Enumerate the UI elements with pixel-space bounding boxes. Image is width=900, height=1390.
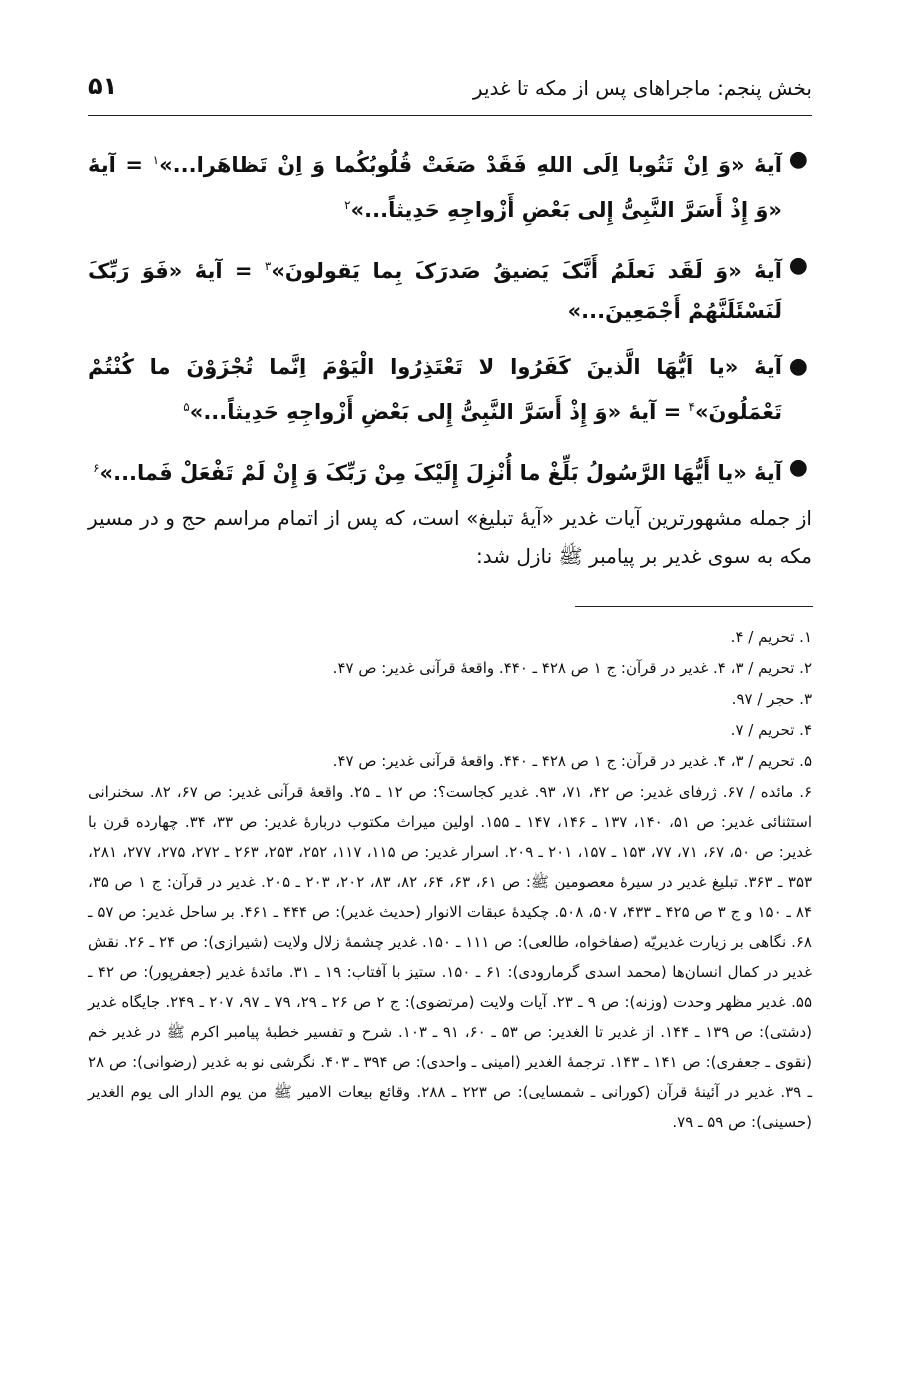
footnote-ref: ۱ — [152, 153, 160, 167]
verse-text: آیهٔ «وَ اِنْ تَتُوبا اِلَی اللهِ فَقَدْ صَغَتْ قُلُوبُکُما وَ اِنْ تَظاهَرا...» — [159, 153, 782, 177]
verse-item — [88, 246, 812, 331]
bullet-icon: ● — [788, 354, 808, 379]
footnote-ref: ۶ — [93, 461, 100, 475]
footnote-item: ۵. تحریم / ۳، ۴. غدیر در قرآن: ج ۱ ص ۴۲۸ ـ ۴۴۰. واقعهٔ قرآنی غدیر: ص ۴۷. — [332, 752, 812, 770]
footnote-ref: ۵ — [183, 400, 190, 414]
footnote-ref: ۲ — [344, 198, 351, 212]
footnote-item: ۶. مائده / ۶۷. ژرفای غدیر: ص ۴۲، ۷۱، ۹۳. غدیر کجاست؟: ص ۱۲ ـ ۲۵. واقعهٔ قرآنی غدیر: ص ۶۷، ۸۲. سخنرانی استثنائی غدیر: ص ۵۱، ۱۴۰، ۱۳۷ ـ ۱۴۶، ۱۴۷ ـ ۱۵۵. اولین میراث مکتوب دربارهٔ غدیر: ص ۳۳، ۳۴. چهارده قرن با غدیر: ص ۵۰، ۶۷، ۷۱، ۷۷، ۱۵۳ ـ ۱۵۷، ۲۰۱ ـ ۲۰۹. اسرار غدیر: ص ۱۱۵، ۱۱۷، ۲۵۲، ۲۵۳، ۲۶۳ ـ ۲۷۲، ۲۷۵، ۲۷۷، ۲۸۱، ۳۵۳ ـ ۳۶۳. تبلیغ غدیر در سیرهٔ معصومین ﷺ: ص ۶۱، ۶۳، ۶۴، ۸۲، ۸۳، ۲۰۲، ۲۰۳ ـ ۲۰۵. غدیر در قرآن: ج ۱ ص ۳۵، ۸۴ ـ ۱۵۰ و ج ۳ ص ۴۲۵ ـ ۴۳۳، ۵۰۷، ۵۰۸. چکیدهٔ عبقات الانوار (حدیث غدیر): ص ۴۴۴ ـ ۴۶۱. بر ساحل غدیر: ص ۵۷ ـ ۶۸. نگاهی بر زیارت غدیریّه (صفاخواه، طالعی): ص ۱۱۱ ـ ۱۵۰. غدیر چشمهٔ زلال ولایت (شیرازی): ص ۲۴ ـ ۲۶. نقش غدیر در کمال انسان‌ها (محمد اسدی گرمارودی): ۶۱ ـ ۱۵۰. ستیز با آفتاب: ۱۹ ـ ۳۱. مائدهٔ غدیر (جعفرپور): ص ۴۲ ـ ۵۵. غدیر مظهر وحدت (وزنه): ص ۹ ـ ۲۳. آیات ولایت (مرتضوی): ج ۲ ص ۲۶ ـ ۲۹، ۷۹ ـ ۹۷، ۲۰۷ ـ ۲۴۹. جایگاه غدیر (دشتی): ص ۱۳۹ ـ ۱۴۴. از غدیر تا الغدیر: ص ۵۳ ـ ۶۰، ۹۱ ـ ۱۰۳. شرح و تفسیر خطبهٔ پیامبر اکرم ﷺ در غدیر خم (نقوی ـ جعفری): ص ۱۴۱ ـ ۱۴۳. ترجمهٔ الغدیر (امینی ـ واحدی): ص ۳۹۴ ـ ۴۰۳. نگرشی نو به غدیر (رضوانی): ص ۲۸ ـ ۳۹. غدیر در آئینهٔ قرآن (کورانی ـ شمسایی): ص ۲۲۳ ـ ۲۸۸. وقائع بیعات الامیر ﷺ من یوم الدار الی یوم الغدیر (حسینی): ص ۵۹ ـ ۷۹. — [88, 783, 813, 1131]
footnote-divider — [575, 606, 813, 607]
main-content — [88, 140, 812, 595]
verse-text: آیهٔ «یا اَیُّهَا الَّذینَ کَفَرُوا لا تَعْتَذِرُوا الْیَوْمَ اِنَّما تُجْزَوْنَ ما کُنْتُمْ تَعْمَلُونَ» — [88, 355, 782, 424]
footnote-ref: ۴ — [688, 400, 695, 414]
footnotes — [88, 622, 812, 1138]
bullet-icon: ● — [788, 253, 808, 278]
page-number: ۵۱ — [88, 72, 118, 100]
body-paragraph: از جمله مشهورترین آیات غدیر «آیهٔ تبلیغ» است، که پس از اتمام مراسم حج و در مسیر مکه به سوی غدیر بر پیامبر ﷺ نازل شد: — [88, 506, 812, 568]
bullet-icon: ● — [788, 147, 808, 172]
verse-text: = آیهٔ «فَوَ رَبِّکَ لَنَسْئَلَنَّهُمْ أَجْمَعِینَ...» — [88, 259, 782, 323]
verse-item — [88, 140, 812, 230]
verse-text: آیهٔ «یا أَیُّهَا الرَّسُولُ بَلِّغْ ما أُنْزِلَ إِلَیْکَ مِنْ رَبِّکَ وَ إِنْ لَمْ تَفْعَلْ فَما...» — [99, 461, 782, 485]
chapter-title: بخش پنجم: ماجراهای پس از مکه تا غدیر — [472, 76, 812, 100]
footnote-item: ۱. تحریم / ۴. — [730, 628, 812, 646]
verse-text: = آیهٔ «وَ إِذْ أَسَرَّ النَّبِیُّ إِلی بَعْضِ أَزْواجِهِ حَدِیثاً...» — [189, 400, 689, 424]
footnote-ref: ۳ — [264, 259, 272, 273]
footnote-item: ۳. حجر / ۹۷. — [731, 690, 812, 708]
header-divider — [88, 115, 812, 116]
verse-item — [88, 448, 812, 493]
verse-text: آیهٔ «وَ لَقَد نَعلَمُ أَنَّکَ یَضیقُ صَدرَکَ بِما یَقولونَ» — [271, 259, 782, 283]
footnote-item: ۲. تحریم / ۳، ۴. غدیر در قرآن: ج ۱ ص ۴۲۸ ـ ۴۴۰. واقعهٔ قرآنی غدیر: ص ۴۷. — [332, 659, 812, 677]
footnote-item: ۴. تحریم / ۷. — [730, 721, 812, 739]
page-header — [88, 72, 812, 112]
bullet-icon: ● — [788, 455, 808, 480]
verse-text: = آیهٔ «وَ إِذْ أَسَرَّ النَّبِیُّ إِلی بَعْضِ أَزْواجِهِ حَدِیثاً...» — [88, 153, 782, 222]
verse-item — [88, 347, 812, 432]
